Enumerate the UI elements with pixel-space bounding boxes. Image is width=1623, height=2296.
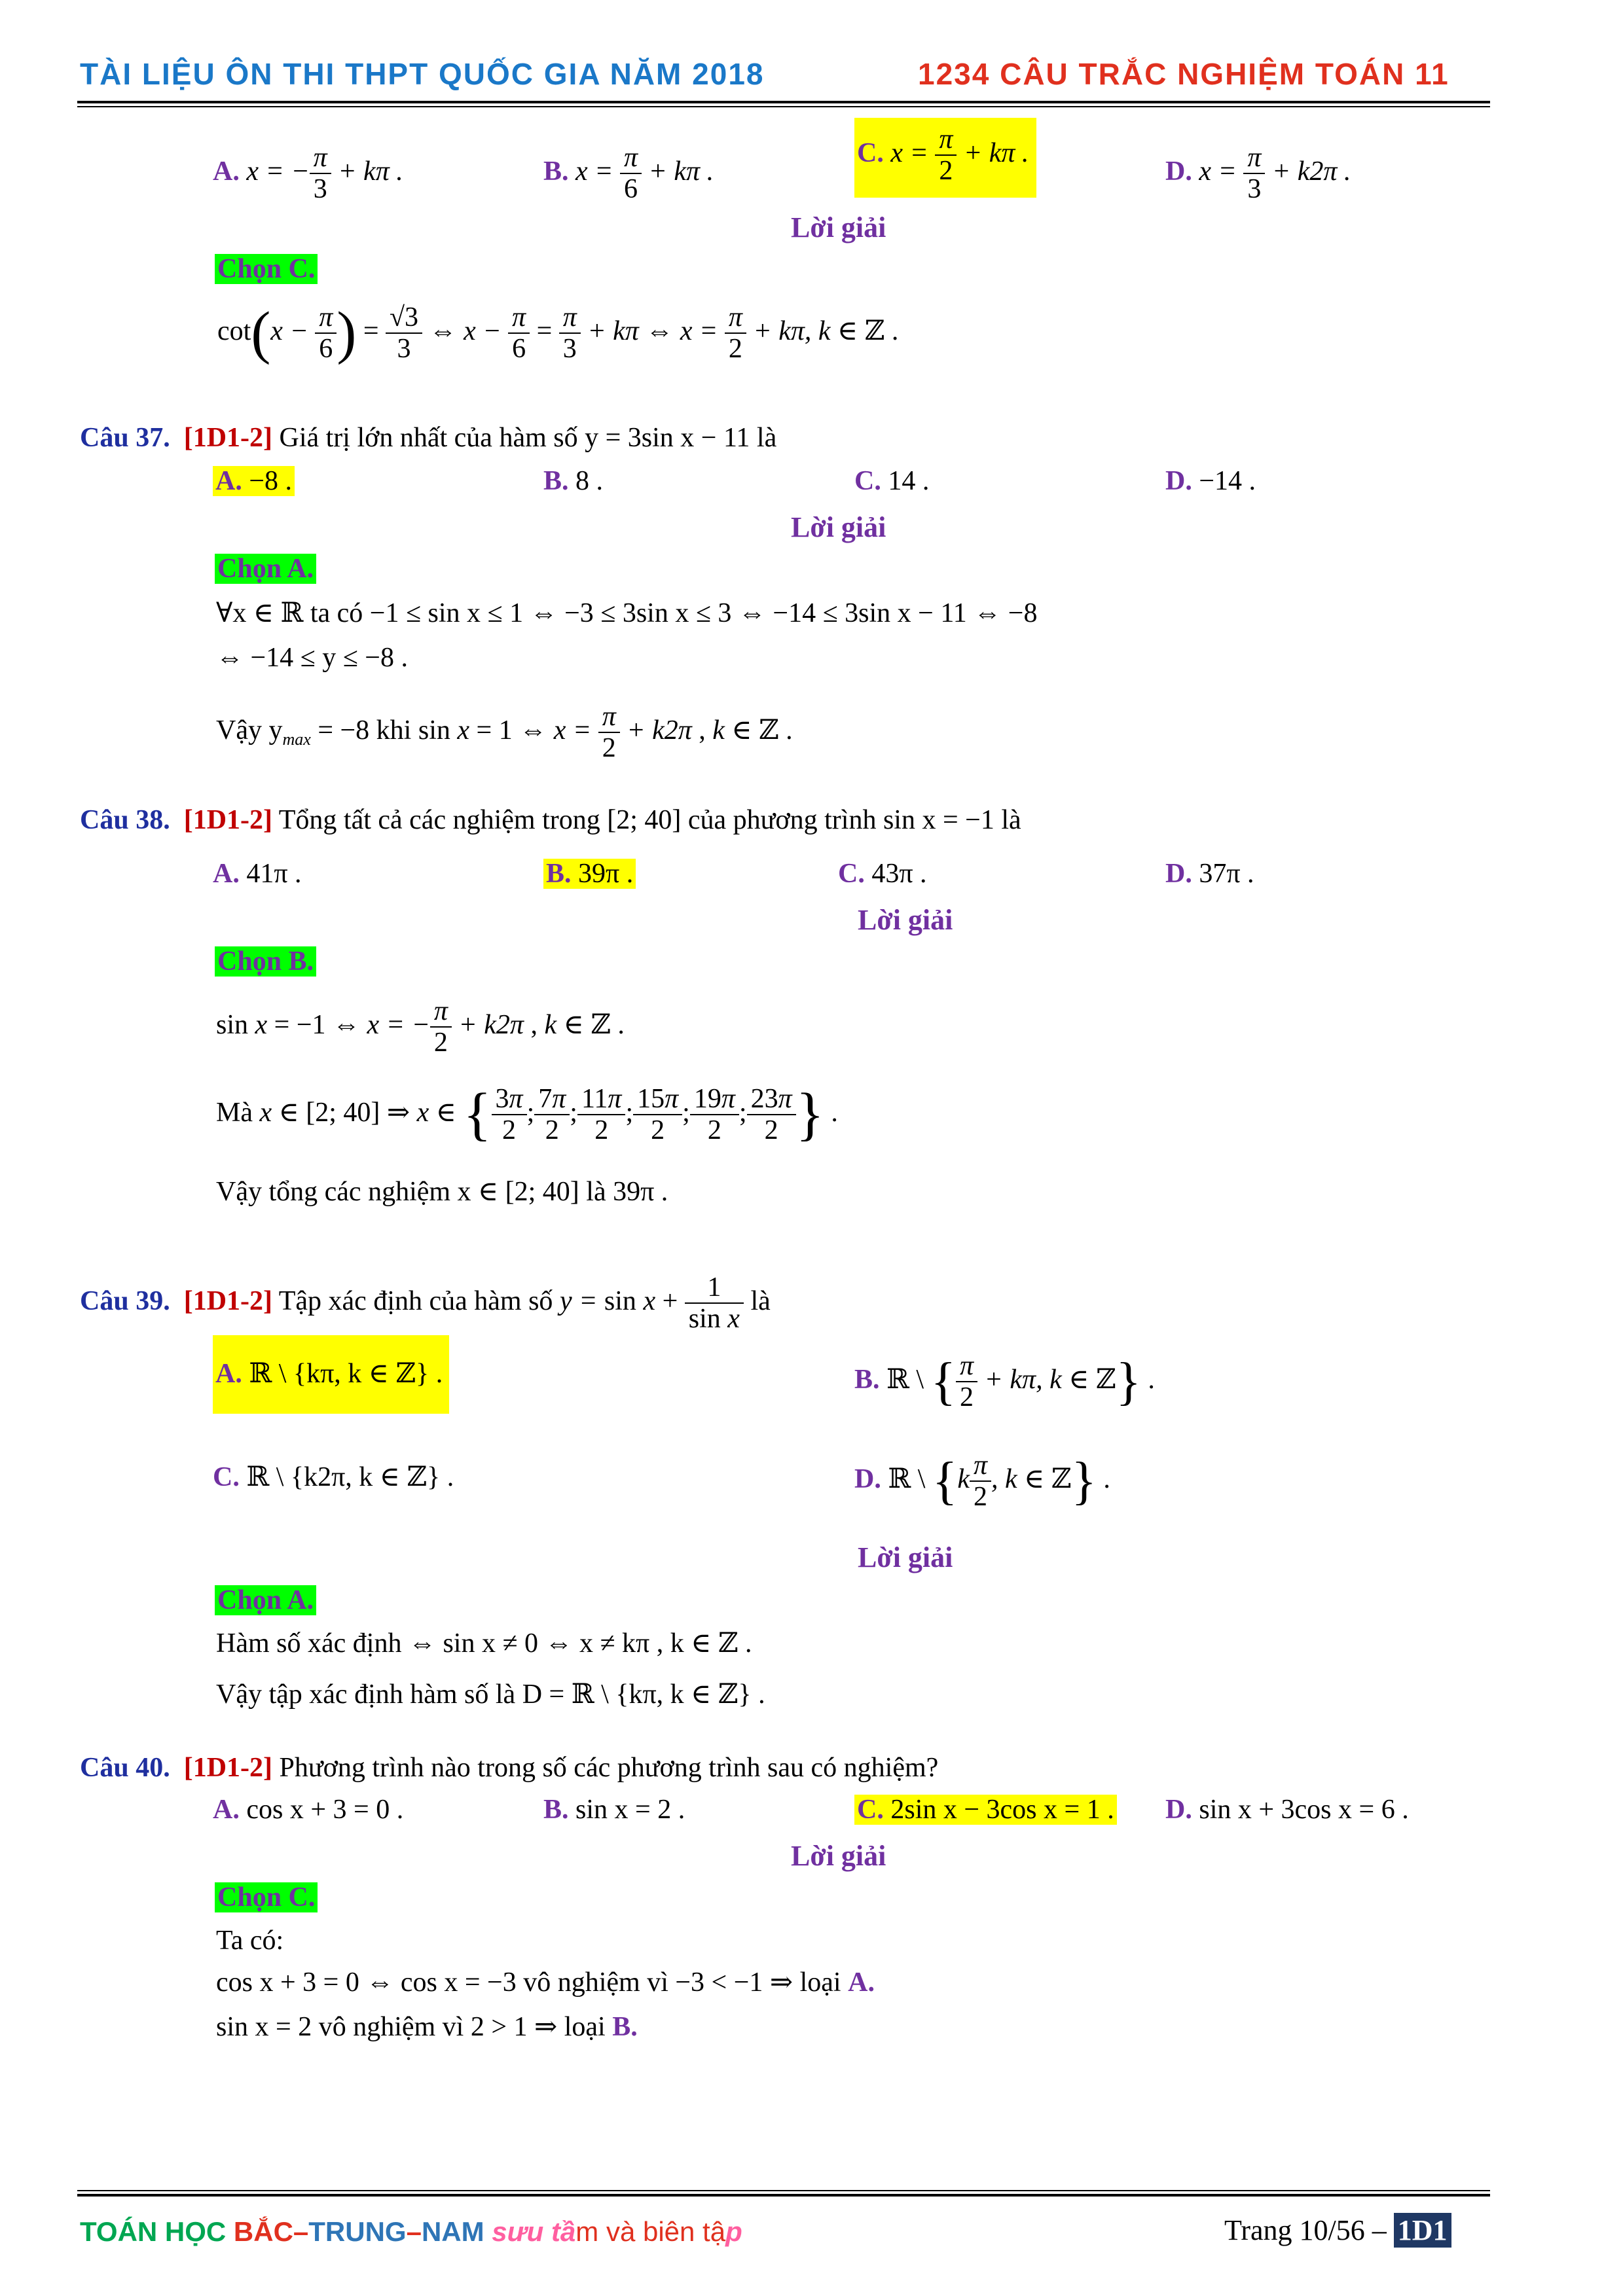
header-title-left: TÀI LIỆU ÔN THI THPT QUỐC GIA NĂM 2018 [80, 57, 765, 91]
q38-option-a: A. 41π . [213, 859, 302, 889]
q39-option-a: A. ℝ \ {kπ, k ∈ ℤ} . [213, 1335, 449, 1414]
q38-option-c: C. 43π . [838, 859, 927, 889]
q36-solution-line: cot(x − $\frac{\pi}{6}$ ) = $\frac{√3}{3}$ ⇔ x − $\frac{\pi}{6}$ = $\frac{\pi}{3}$ + kπ ⇔ x = $\frac{\pi}{2}$ + kπ, k ∈ ℤ . [217, 300, 899, 366]
q37-option-d: D. −14 . [1165, 466, 1256, 496]
q38-line-1: sin x = −1 ⇔ x = − $\frac{\pi}{2}$ + k2π , k ∈ ℤ . [216, 996, 625, 1058]
footer-chapter-badge: 1D1 [1394, 2213, 1451, 2248]
q37-choice: Chọn A. [215, 554, 316, 584]
q36-option-d: D. x = $\frac{\pi}{3}$ + k2π . [1165, 143, 1351, 205]
footer-rule-thin [77, 2190, 1490, 2191]
q38-line-3: Vậy tổng các nghiệm x ∈ [2; 40] là 39π . [216, 1177, 668, 1207]
header-rule-thin [77, 106, 1490, 107]
q38-line-2: Mà x ∈ [2; 40] ⇒ x ∈ { $\frac{3\pi}{2}$ ; $\frac{7\pi}{2}$ ; $\frac{11\pi}{2}$ ; $\frac{15\pi}{2}$ ; $\frac{19\pi}{2}$ ; $\frac{23\pi}{2}$ } . [216, 1082, 838, 1147]
q36-option-a: A. x = − $\frac{\pi}{3}$ + kπ . [213, 143, 403, 205]
header-rule [77, 101, 1490, 103]
q37-option-c: C. 14 . [854, 466, 930, 496]
q40-option-d: D. sin x + 3cos x = 6 . [1165, 1795, 1409, 1825]
q40-line-1: Ta có: [216, 1926, 284, 1956]
q39-line-1: Hàm số xác định ⇔ sin x ≠ 0 ⇔ x ≠ kπ , k ∈ ℤ . [216, 1628, 752, 1659]
q37-option-a: A. −8 . [213, 466, 295, 496]
q40-choice: Chọn C. [215, 1882, 318, 1912]
q37-stem: Câu 37. [1D1-2] Giá trị lớn nhất của hàm số y = 3sin x − 11 là [80, 423, 777, 453]
q40-line-2: cos x + 3 = 0 ⇔ cos x = −3 vô nghiệm vì −3 < −1 ⇒ loại A. [216, 1967, 875, 1998]
q37-option-b: B. 8 . [543, 466, 604, 496]
q40-option-c: C. 2sin x − 3cos x = 1 . [854, 1795, 1117, 1825]
q39-option-b: B. ℝ \ { $\frac{\pi}{2}$ + kπ, k ∈ ℤ} . [854, 1351, 1155, 1413]
q36-option-b: B. x = $\frac{\pi}{6}$ + kπ . [543, 143, 714, 205]
q40-option-a: A. cos x + 3 = 0 . [213, 1795, 404, 1825]
q39-choice: Chọn A. [215, 1585, 316, 1615]
q39-option-c: C. ℝ \ {k2π, k ∈ ℤ} . [213, 1462, 454, 1492]
q40-line-3: sin x = 2 vô nghiệm vì 2 > 1 ⇒ loại B. [216, 2012, 638, 2042]
q40-solution-label: Lời giải [791, 1840, 886, 1872]
footer-rule [77, 2194, 1490, 2197]
q39-line-2: Vậy tập xác định hàm số là D = ℝ \ {kπ, k ∈ ℤ} . [216, 1679, 765, 1710]
q36-choice: Chọn C. [215, 254, 318, 284]
footer-credit: TOÁN HỌC BẮC–TRUNG–NAM sưu tầm và biên tập [80, 2216, 742, 2247]
q37-solution-label: Lời giải [791, 511, 886, 543]
q40-option-b: B. sin x = 2 . [543, 1795, 685, 1825]
q37-line-2: ⇔ −14 ≤ y ≤ −8 . [216, 643, 408, 673]
q36-option-c: C. x = $\frac{\pi}{2}$ + kπ . [854, 118, 1036, 198]
q39-solution-label: Lời giải [858, 1541, 953, 1573]
q38-stem: Câu 38. [1D1-2] Tổng tất cả các nghiệm trong [2; 40] của phương trình sin x = −1 là [80, 805, 1021, 835]
q40-stem: Câu 40. [1D1-2] Phương trình nào trong số các phương trình sau có nghiệm? [80, 1753, 939, 1783]
q38-option-b: B. 39π . [543, 859, 636, 889]
q38-choice: Chọn B. [215, 946, 316, 977]
header-title-right: 1234 CÂU TRẮC NGHIỆM TOÁN 11 [918, 57, 1450, 91]
q37-line-3: Vậy $y_{max} = -8$ khi sin x = 1 ⇔ x = $\frac{\pi}{2}$ + k2π , k ∈ ℤ . [216, 702, 793, 764]
q38-solution-label: Lời giải [858, 904, 953, 936]
q38-option-d: D. 37π . [1165, 859, 1254, 889]
q37-line-1: ∀x ∈ ℝ ta có −1 ≤ sin x ≤ 1 ⇔ −3 ≤ 3sin x ≤ 3 ⇔ −14 ≤ 3sin x − 11 ⇔ −8 [216, 598, 1038, 628]
q39-option-d: D. ℝ \ {k $\frac{\pi}{2}$ , k ∈ ℤ} . [854, 1450, 1110, 1513]
q39-stem: Câu 39. [1D1-2] Tập xác định của hàm số y = sin x + $\frac{1}{\text{sin x}}$ là [80, 1272, 771, 1335]
q36-solution-label: Lời giải [791, 211, 886, 243]
footer-page-number: Trang 10/56 – 1D1 [1224, 2214, 1451, 2247]
